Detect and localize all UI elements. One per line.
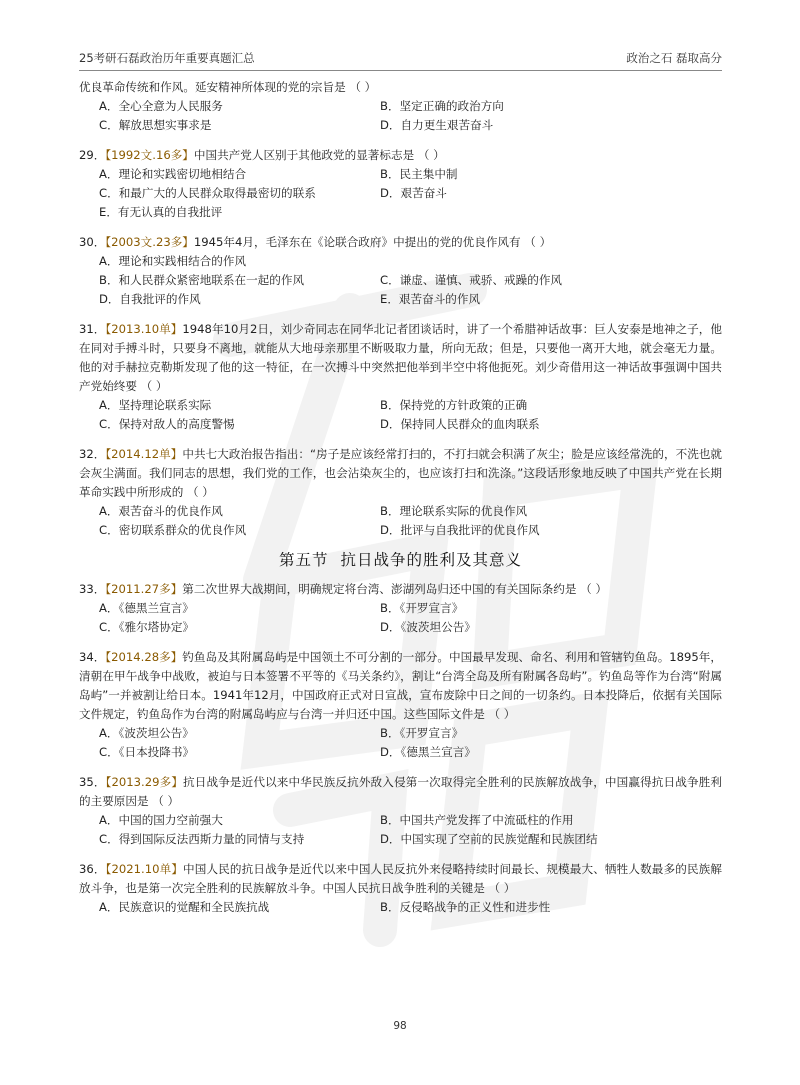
question-29 bbox=[79, 146, 722, 222]
question-source: 【2003文.23多】 bbox=[105, 235, 194, 249]
options bbox=[79, 252, 722, 309]
question-stem: 优良革命传统和作风。延安精神所体现的党的宗旨是 （ ） bbox=[79, 80, 377, 94]
section-title-text: 抗日战争的胜利及其意义 bbox=[340, 551, 523, 569]
question-stem bbox=[79, 320, 722, 396]
question-text: 1948年10月2日，刘少奇同志在同华北记者团谈话时，讲了一个希腊神话故事：巨人安泰是地神之子，他在同对手搏斗时，只要身不离地，就能从大地母亲那里不断吸取力量，所向无敌；但是，只要他一离开大地，就会毫无力量。他的对手赫拉克勒斯发现了他的这一特征，在一次搏斗中突然把他举到半空中将他扼死。刘少奇借用这一神话故事强调中国共产党始终要 （ ） bbox=[79, 322, 722, 393]
question-source: 【2011.27多】 bbox=[105, 582, 183, 596]
question-text: 中国人民的抗日战争是近代以来中国人民反抗外来侵略持续时间最长、规模最大、牺牲人数最多的民族解放斗争，也是第一次完全胜利的民族解放斗争。中国人民抗日战争胜利的关键是 （ ） bbox=[79, 862, 722, 895]
option-b: B．反侵略战争的正义性和进步性 bbox=[380, 900, 551, 914]
option-c: C．《日本投降书》 bbox=[99, 745, 195, 759]
option-c: C．和最广大的人民群众取得最密切的联系 bbox=[99, 186, 316, 200]
question-31 bbox=[79, 320, 722, 434]
option-e: E．艰苦奋斗的作风 bbox=[380, 292, 481, 306]
option-d: D．批评与自我批评的优良作风 bbox=[380, 523, 540, 537]
option-b: B．中国共产党发挥了中流砥柱的作用 bbox=[380, 813, 574, 827]
option-b: B．保持党的方针政策的正确 bbox=[380, 398, 528, 412]
question-stem bbox=[79, 580, 722, 599]
option-a: A．中国的国力空前强大 bbox=[99, 813, 223, 827]
question-source: 【2021.10单】 bbox=[105, 862, 184, 876]
section-heading bbox=[79, 551, 722, 570]
option-d: D．《波茨坦公告》 bbox=[380, 620, 476, 634]
options bbox=[79, 811, 722, 849]
question-number: 31． bbox=[79, 322, 106, 336]
question-number: 34． bbox=[79, 650, 106, 664]
option-c: C．解放思想实事求是 bbox=[99, 118, 212, 132]
options bbox=[79, 97, 722, 135]
option-d: D．艰苦奋斗 bbox=[380, 186, 447, 200]
question-source: 【1992文.16多】 bbox=[105, 148, 194, 162]
option-d: D．自力更生艰苦奋斗 bbox=[380, 118, 494, 132]
question-text: 第二次世界大战期间，明确规定将台湾、澎湖列岛归还中国的有关国际条约是 （ ） bbox=[182, 582, 608, 596]
question-33 bbox=[79, 580, 722, 637]
section-number: 第五节 bbox=[278, 551, 329, 569]
option-a: A．坚持理论联系实际 bbox=[99, 398, 212, 412]
option-d: D．《德黑兰宣言》 bbox=[380, 745, 476, 759]
option-d: D．中国实现了空前的民族觉醒和民族团结 bbox=[380, 832, 598, 846]
question-stem bbox=[79, 445, 722, 502]
option-c: C．《雅尔塔协定》 bbox=[99, 620, 195, 634]
question-number: 35． bbox=[79, 775, 106, 789]
options bbox=[79, 599, 722, 637]
question-source: 【2014.12单】 bbox=[105, 447, 183, 461]
option-b: B．理论联系实际的优良作风 bbox=[380, 504, 528, 518]
option-a: A．《德黑兰宣言》 bbox=[99, 601, 194, 615]
question-34 bbox=[79, 648, 722, 762]
question-text: 1945年4月，毛泽东在《论联合政府》中提出的党的优良作风有 （ ） bbox=[193, 235, 552, 249]
question-number: 36． bbox=[79, 862, 106, 876]
question-source: 【2013.29多】 bbox=[105, 775, 184, 789]
question-source: 【2014.28多】 bbox=[105, 650, 183, 664]
options bbox=[79, 724, 722, 762]
options bbox=[79, 165, 722, 222]
question-stem bbox=[79, 233, 722, 252]
question-continuation bbox=[79, 78, 722, 135]
option-b: B．《开罗宣言》 bbox=[380, 601, 464, 615]
option-b: B．民主集中制 bbox=[380, 167, 458, 181]
option-c: C．谦虚、谨慎、戒骄、戒躁的作风 bbox=[380, 273, 563, 287]
question-35 bbox=[79, 773, 722, 849]
option-a: A．《波茨坦公告》 bbox=[99, 726, 194, 740]
question-number: 32． bbox=[79, 447, 106, 461]
option-b: B．坚定正确的政治方向 bbox=[380, 99, 504, 113]
header-title: 25考研石磊政治历年重要真题汇总 bbox=[79, 51, 255, 65]
option-b: B．《开罗宣言》 bbox=[380, 726, 464, 740]
options bbox=[79, 898, 722, 917]
question-number: 30． bbox=[79, 235, 106, 249]
option-a: A．全心全意为人民服务 bbox=[99, 99, 223, 113]
option-a: A．理论和实践相结合的作风 bbox=[99, 254, 247, 268]
header-divider bbox=[79, 70, 722, 71]
option-a: A．艰苦奋斗的优良作风 bbox=[99, 504, 223, 518]
question-text: 中共七大政治报告指出：“房子是应该经常打扫的，不打扫就会积满了灰尘；脸是应该经常洗的，不洗也就会灰尘满面。我们同志的思想，我们党的工作，也会沾染灰尘的，也应该打扫和洗涤。”这段话形象地反映了中国共产党在长期革命实践中所形成的 （ ） bbox=[79, 447, 722, 499]
question-32 bbox=[79, 445, 722, 540]
question-stem bbox=[79, 860, 722, 898]
document-body bbox=[79, 78, 722, 928]
option-d: D．保持同人民群众的血肉联系 bbox=[380, 417, 540, 431]
question-text: 中国共产党人区别于其他政党的显著标志是 （ ） bbox=[193, 148, 445, 162]
option-e: E．有无认真的自我批评 bbox=[99, 205, 223, 219]
page-number: 98 bbox=[393, 1020, 407, 1032]
question-stem bbox=[79, 773, 722, 811]
option-a: A．民族意识的觉醒和全民族抗战 bbox=[99, 900, 270, 914]
question-number: 29． bbox=[79, 148, 106, 162]
question-30 bbox=[79, 233, 722, 309]
question-stem bbox=[79, 146, 722, 165]
question-stem bbox=[79, 648, 722, 724]
option-spacer bbox=[380, 252, 722, 271]
options bbox=[79, 396, 722, 434]
option-a: A．理论和实践密切地相结合 bbox=[99, 167, 247, 181]
options bbox=[79, 502, 722, 540]
question-text: 钓鱼岛及其附属岛屿是中国领土不可分割的一部分。中国最早发现、命名、利用和管辖钓鱼岛。1895年，清朝在甲午战争中战败，被迫与日本签署不平等的《马关条约》，割让“台湾全岛及所有附属各岛屿”。钓鱼岛等作为台湾“附属岛屿”一并被割让给日本。1941年12月，中国政府正式对日宣战，宣布废除中日之间的一切条约。日本投降后，依据有关国际文件规定，钓鱼岛作为台湾的附属岛屿应与台湾一并归还中国。这些国际文件是 （ ） bbox=[79, 650, 722, 721]
option-d: D．自我批评的作风 bbox=[99, 292, 201, 306]
question-36 bbox=[79, 860, 722, 917]
page-header bbox=[79, 50, 722, 70]
option-c: C．保持对敌人的高度警惕 bbox=[99, 417, 235, 431]
question-source: 【2013.10单】 bbox=[105, 322, 183, 336]
option-c: C．密切联系群众的优良作风 bbox=[99, 523, 247, 537]
question-text: 抗日战争是近代以来中华民族反抗外敌入侵第一次取得完全胜利的民族解放战争，中国赢得抗日战争胜利的主要原因是 （ ） bbox=[79, 775, 722, 808]
header-slogan: 政治之石 磊取高分 bbox=[626, 51, 722, 65]
option-b: B．和人民群众紧密地联系在一起的作风 bbox=[99, 273, 305, 287]
option-c: C．得到国际反法西斯力量的同情与支持 bbox=[99, 832, 305, 846]
question-number: 33． bbox=[79, 582, 106, 596]
